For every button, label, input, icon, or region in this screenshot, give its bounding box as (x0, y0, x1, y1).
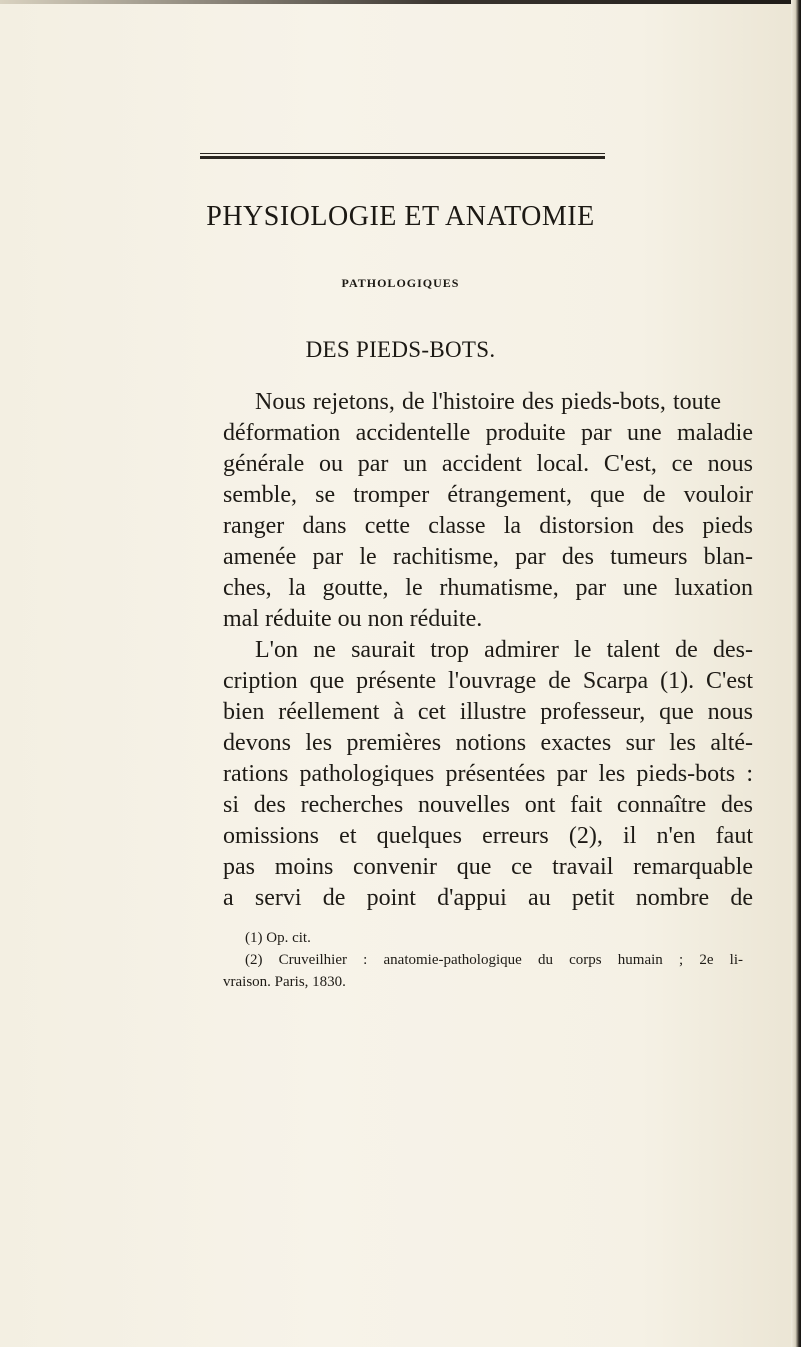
page-title: PHYSIOLOGIE ET ANATOMIE (206, 201, 595, 232)
page-subtitle: PATHOLOGIQUES (341, 276, 460, 290)
body-line: ches, la goutte, le rhumatisme, par une luxation (223, 575, 753, 601)
body-line: bien réellement à cet illustre professeur, que nous (223, 699, 753, 725)
body-line: Nous rejetons, de l'histoire des pieds-bots, toute (255, 389, 721, 415)
section-title: DES PIEDS-BOTS. (305, 337, 496, 362)
rule-thick (200, 156, 605, 159)
body-line: omissions et quelques erreurs (2), il n'en faut (223, 823, 753, 849)
body-line: a servi de point d'appui au petit nombre de (223, 885, 753, 911)
body-line: déformation accidentelle produite par une maladie (223, 420, 753, 446)
body-line: amenée par le rachitisme, par des tumeurs blan- (223, 544, 753, 570)
rule-thin (200, 153, 605, 154)
body-line: générale ou par un accident local. C'est, ce nous (223, 451, 753, 477)
body-line: si des recherches nouvelles ont fait connaître des (223, 792, 753, 818)
body-line: L'on ne saurait trop admirer le talent de des- (255, 637, 753, 663)
body-line: mal réduite ou non réduite. (223, 606, 483, 632)
body-line: ranger dans cette classe la distorsion des pieds (223, 513, 753, 539)
body-line: cription que présente l'ouvrage de Scarpa (1). C'est (223, 668, 753, 694)
footnote-2-continued: vraison. Paris, 1830. (223, 974, 346, 990)
page-top-edge (0, 0, 801, 4)
footnote-1: (1) Op. cit. (245, 930, 311, 946)
header-double-rule (200, 153, 605, 159)
footnote-2: (2) Cruveilhier : anatomie-pathologique du corps humain ; 2e li- (245, 952, 743, 968)
body-line: pas moins convenir que ce travail remarquable (223, 854, 753, 880)
body-line: semble, se tromper étrangement, que de vouloir (223, 482, 753, 508)
body-line: rations pathologiques présentées par les pieds-bots : (223, 761, 753, 787)
body-line: devons les premières notions exactes sur les alté- (223, 730, 753, 756)
